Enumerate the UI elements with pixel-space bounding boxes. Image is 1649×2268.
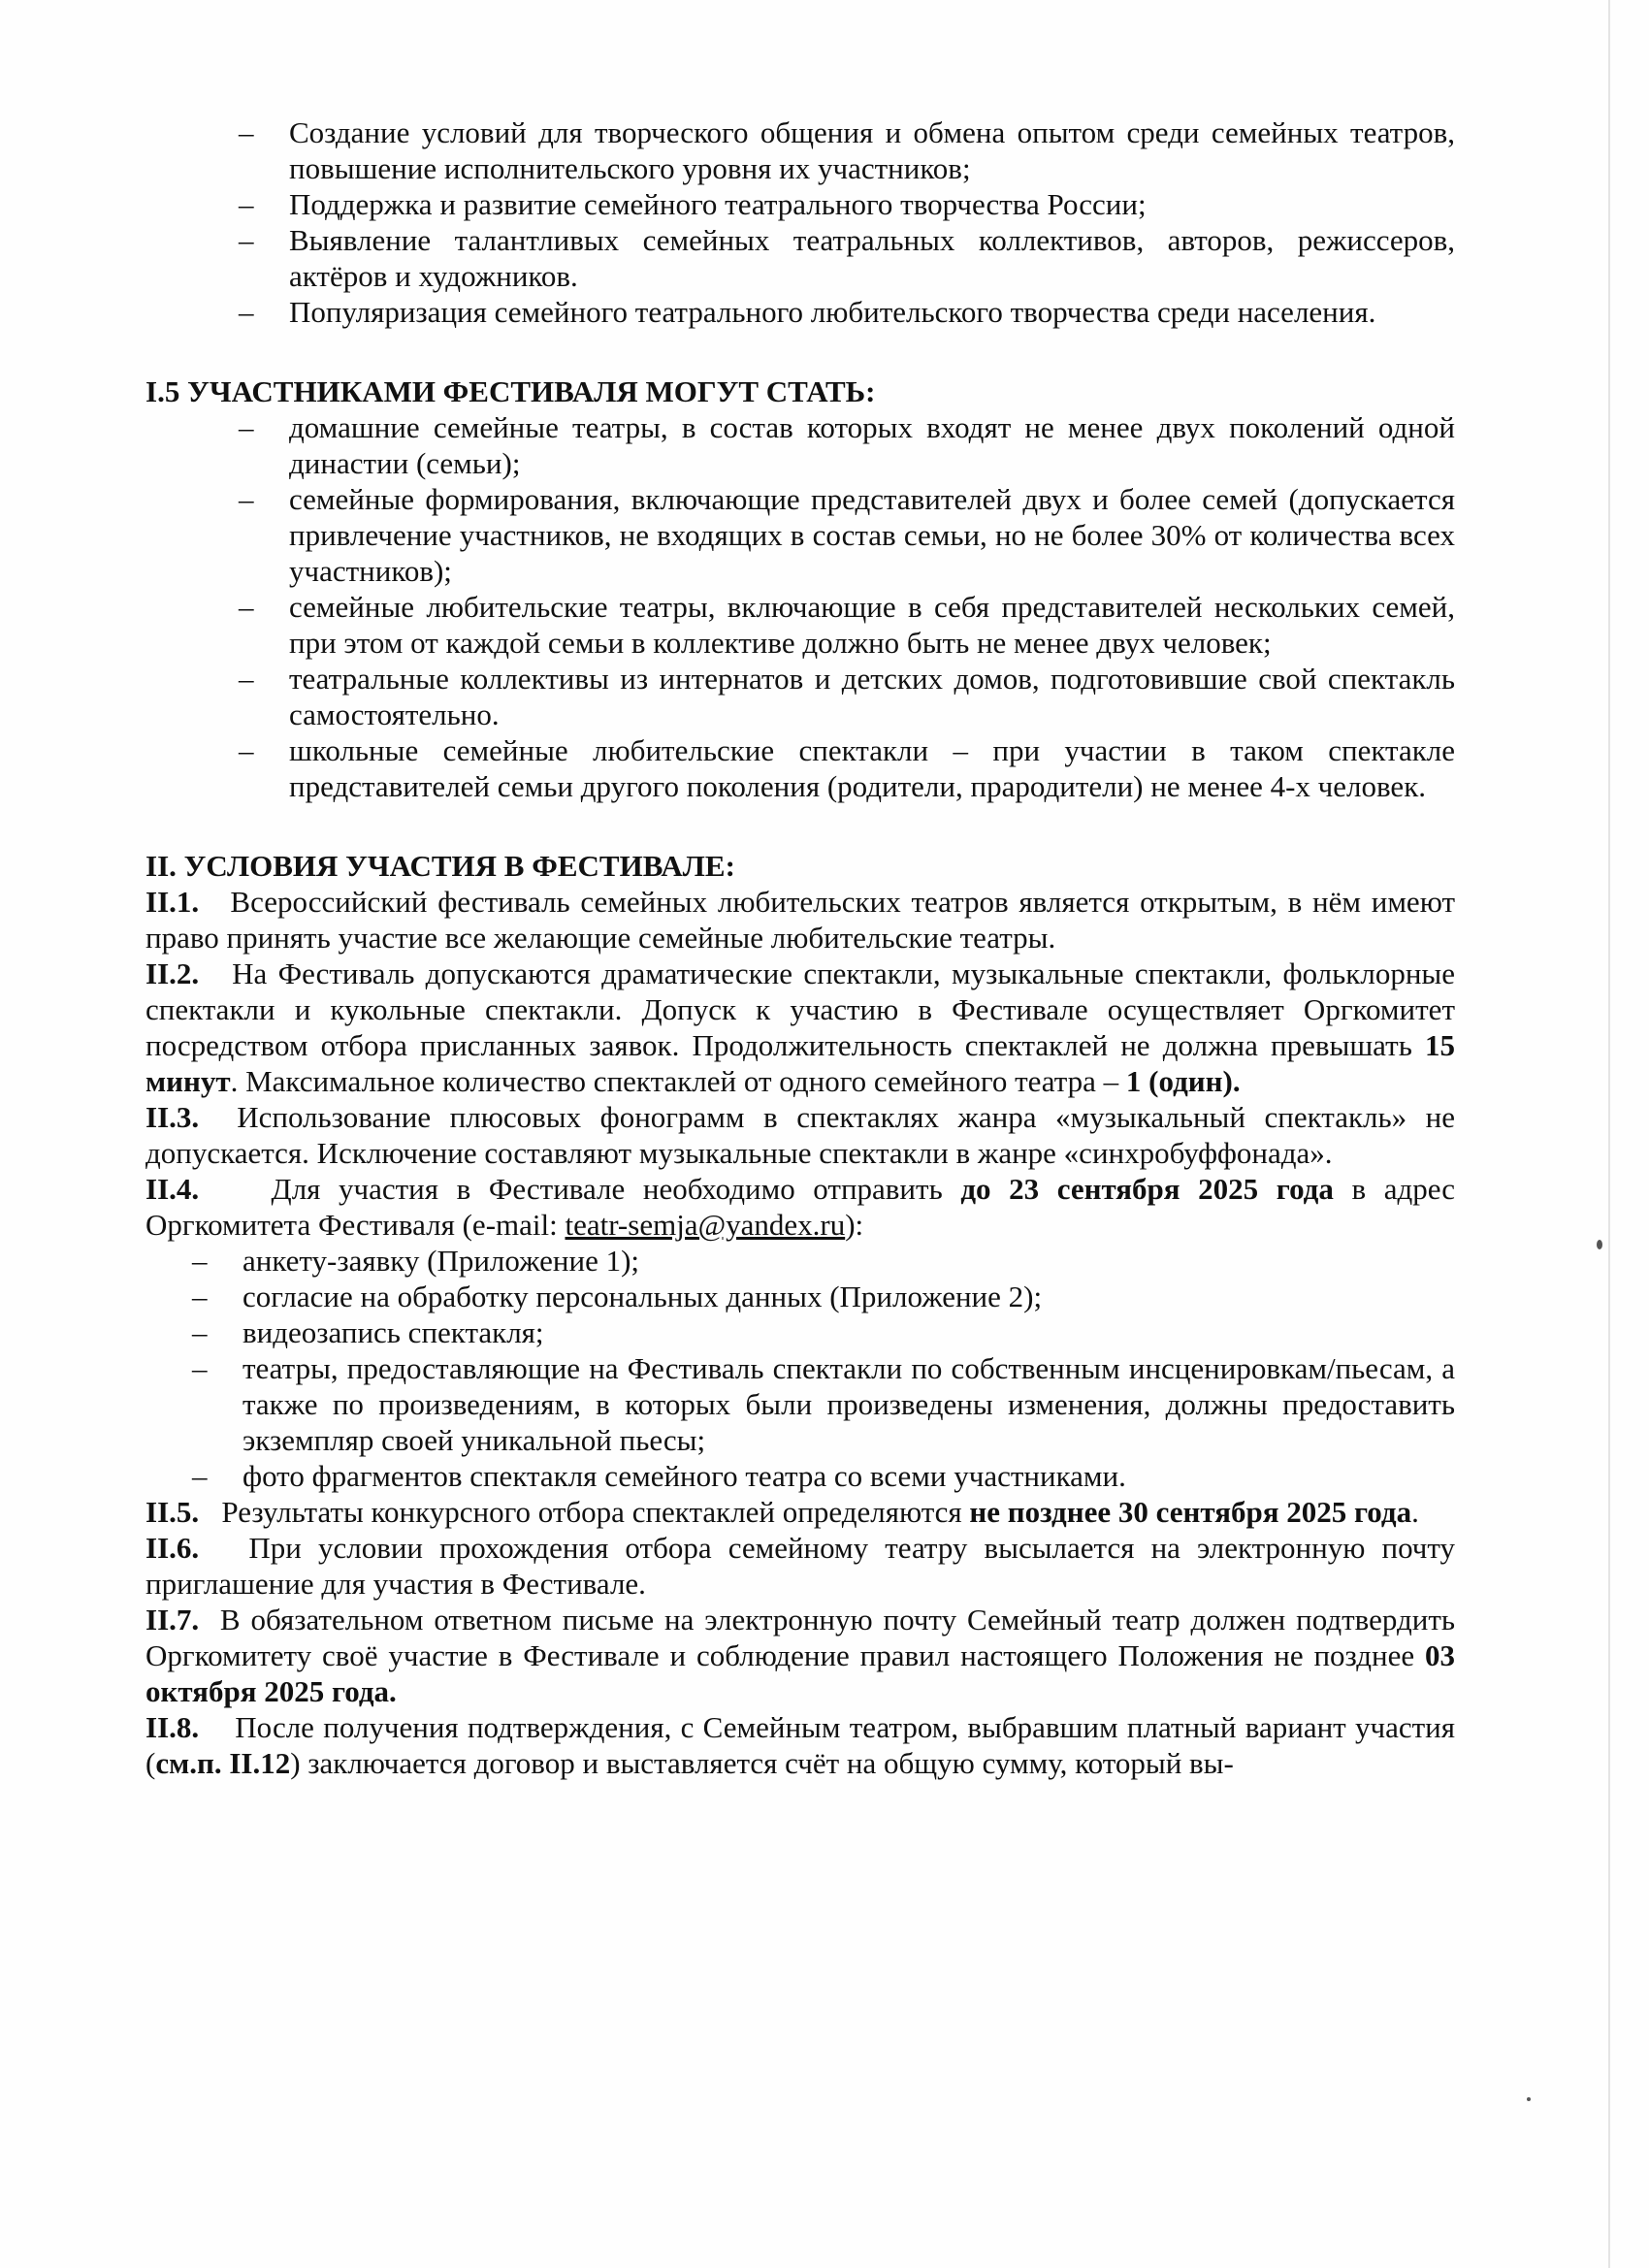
- participants-list: [289, 409, 1455, 804]
- clause-ii-4: II.4. Для участия в Фестивале необходимо отправить до 23 сентября 2025 года в адрес Оргкомитета Фестиваля (e-mail: teatr-semja@yandex.ru):: [146, 1172, 1456, 1242]
- list-item: – согласие на обработку персональных данных (Приложение 2);: [242, 1279, 1455, 1314]
- clause-number: II.1.: [146, 885, 200, 919]
- section-heading: II. УСЛОВИЯ УЧАСТИЯ В ФЕСТИВАЛЕ:: [146, 849, 735, 883]
- clause-ii-2: II.2. На Фестиваль допускаются драматические спектакли, музыкальные спектакли, фольклорные спектакли и кукольные спектакли. Допуск к участию в Фестивале осуществляет Оргкомитет посредством отбора присланных заявок. Продолжительность спектаклей не должна превышать 15 минут. Максимальное количество спектаклей от одного семейного театра – 1 (один).: [146, 956, 1455, 1098]
- clause-number: II.8.: [146, 1710, 200, 1744]
- list-item: – школьные семейные любительские спектакли – при участии в таком спектакле представителей семьи другого поколения (родители, прародители) не менее 4-х человек.: [289, 732, 1455, 804]
- clause-number: II.7.: [146, 1603, 200, 1636]
- email-link[interactable]: teatr-semja@yandex.ru: [565, 1208, 846, 1242]
- list-item: – видеозапись спектакля;: [242, 1314, 1455, 1350]
- clause-ii-6: II.6. При условии прохождения отбора семейному театру высылается на электронную почту приглашение для участия в Фестивале.: [146, 1531, 1455, 1601]
- scan-edge: [1608, 0, 1610, 2268]
- clause-ii-8: II.8. После получения подтверждения, с Семейным театром, выбравшим платный вариант участия (см.п. II.12) заключается договор и выставляется счёт на общую сумму, который вы-: [146, 1710, 1456, 1780]
- list-item: – Создание условий для творческого общения и обмена опытом среди семейных театров, повышение исполнительского уровня их участников;: [289, 114, 1455, 186]
- clause-number: II.3.: [146, 1100, 200, 1134]
- clause-ii-3: II.3. Использование плюсовых фонограмм в спектаклях жанра «музыкальный спектакль» не допускается. Исключение составляют музыкальные спектакли в жанре «синхробуффонада».: [146, 1100, 1455, 1170]
- scan-speck: [1527, 2097, 1531, 2101]
- list-item: – домашние семейные театры, в состав которых входят не менее двух поколений одной династии (семьи);: [289, 409, 1455, 481]
- list-item: – Поддержка и развитие семейного театрального творчества России;: [289, 186, 1455, 222]
- section-i5: [146, 373, 1455, 804]
- goals-list: [289, 114, 1455, 330]
- list-item: – Выявление талантливых семейных театральных коллективов, авторов, режиссеров, актёров и художников.: [289, 222, 1455, 294]
- clause-number: II.6.: [146, 1531, 200, 1565]
- scan-speck: [1597, 1240, 1602, 1249]
- list-item: – анкету-заявку (Приложение 1);: [242, 1243, 1455, 1279]
- section-ii: [146, 848, 1455, 1781]
- goals-list-block: [146, 114, 1455, 330]
- list-item: – театры, предоставляющие на Фестиваль спектакли по собственным инсценировкам/пьесам, а также по произведениям, в которых были произведены изменения, должны предоставить экземпляр своей уникальной пьесы;: [242, 1350, 1455, 1458]
- list-item: – театральные коллективы из интернатов и детских домов, подготовившие свой спектакль самостоятельно.: [289, 661, 1455, 732]
- clause-ii-5: II.5. Результаты конкурсного отбора спектаклей определяются не позднее 30 сентября 2025 года.: [146, 1495, 1419, 1529]
- clause-ii-7: II.7. В обязательном ответном письме на электронную почту Семейный театр должен подтвердить Оргкомитету своё участие в Фестивале и соблюдение правил настоящего Положения не позднее 03 октября 2025 года.: [146, 1603, 1456, 1708]
- section-heading: I.5 УЧАСТНИКАМИ ФЕСТИВАЛЯ МОГУТ СТАТЬ:: [146, 374, 876, 408]
- list-item: – Популяризация семейного театрального любительского творчества среди населения.: [289, 294, 1455, 330]
- list-item: – семейные любительские театры, включающие в себя представителей нескольких семей, при этом от каждой семьи в коллективе должно быть не менее двух человек;: [289, 589, 1455, 661]
- clause-ii-1: II.1. Всероссийский фестиваль семейных любительских театров является открытым, в нём имеют право принять участие все желающие семейные любительские театры.: [146, 885, 1455, 955]
- clause-number: II.4.: [146, 1172, 200, 1206]
- clause-number: II.5.: [146, 1495, 200, 1529]
- list-item: – семейные формирования, включающие представителей двух и более семей (допускается привлечение участников, не входящих в состав семьи, но не более 30% от количества всех участников);: [289, 481, 1455, 589]
- required-documents-list: [242, 1243, 1455, 1494]
- list-item: – фото фрагментов спектакля семейного театра со всеми участниками.: [242, 1458, 1455, 1494]
- clause-number: II.2.: [146, 956, 200, 990]
